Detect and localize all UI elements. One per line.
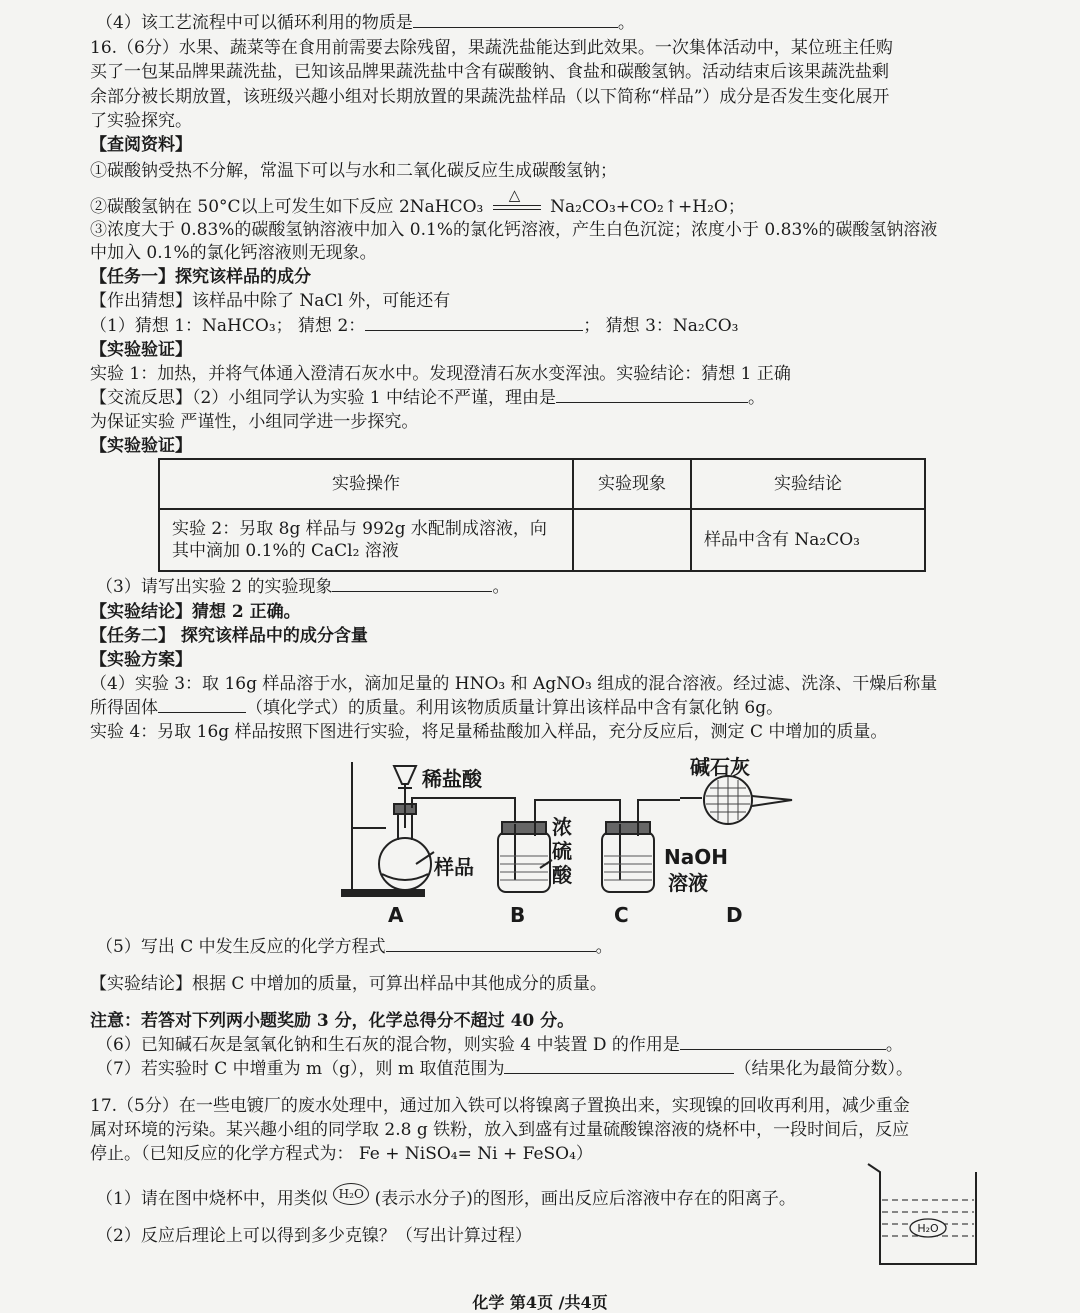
plan-heading: 【实验方案】	[90, 650, 192, 670]
hypothesis-1-2-text: （1）猜想 1：NaHCO₃； 猜想 2：	[90, 316, 366, 336]
q16-stem-2: 买了一包某品牌果蔬洗盐，已知该品牌果蔬洗盐中含有碳酸钠、食盐和碳酸氢钠。活动结束后该果蔬洗盐剩	[90, 62, 889, 82]
q16-stem-4: 了实验探究。	[90, 111, 192, 131]
stand-base	[342, 890, 424, 896]
heat-arrow	[489, 186, 545, 218]
hypothesis-2-blank[interactable]	[365, 316, 583, 331]
q7-text-a: （7）若实验时 C 中增重为 m（g），则 m 取值范围为	[96, 1059, 505, 1079]
q4-text-b: （填化学式）的质量。利用该物质质量计算出该样品中含有氯化钠 6g。	[246, 698, 784, 718]
ref-item-2-text: ②碳酸氢钠在 50°C以上可发生如下反应 2NaHCO₃	[90, 197, 484, 217]
q17-stem-3: 停止。（已知反应的化学方程式为： Fe + NiSO₄= Ni + FeSO₄）	[90, 1144, 593, 1164]
experiment-table	[158, 458, 926, 572]
bottle-c-stopper	[606, 822, 650, 834]
label-naoh: NaOH	[664, 845, 728, 869]
label-b: B	[510, 903, 526, 927]
q15-4-line	[96, 12, 635, 34]
table-cell-conclusion: 样品中含有 Na₂CO₃	[691, 509, 925, 571]
ref-item-1: ①碳酸钠受热不分解，常温下可以与水和二氧化碳反应生成碳酸氢钠；	[90, 161, 617, 181]
label-conc-h2so4-2: 硫	[552, 839, 572, 863]
period: 。	[885, 1035, 903, 1055]
task-two-heading: 【任务二】 探究该样品中的成分含量	[90, 626, 368, 646]
ref-item-2	[90, 186, 745, 218]
q15-4-text: （4）该工艺流程中可以循环利用的物质是	[96, 13, 413, 33]
formula-blank[interactable]	[158, 698, 246, 713]
reason-blank[interactable]	[556, 388, 748, 403]
label-sample: 样品	[434, 855, 474, 879]
q3-text: （3）请写出实验 2 的实验现象	[96, 577, 333, 597]
period: 。	[492, 577, 510, 597]
q5-text: （5）写出 C 中发生反应的化学方程式	[96, 937, 386, 957]
verify-heading-2: 【实验验证】	[90, 436, 192, 456]
q16-stem-3: 余部分被长期放置，该班级兴趣小组对长期放置的果蔬洗盐样品（以下简称“样品”）成分是否发生变化展开	[90, 87, 890, 107]
water-molecule-icon: H₂O	[333, 1183, 369, 1205]
beaker-water-label: H₂O	[917, 1222, 939, 1235]
q4-text-a: 所得固体	[90, 698, 158, 718]
phenomenon-blank[interactable]	[332, 577, 492, 592]
equation-blank[interactable]	[386, 937, 596, 952]
label-conc-h2so4-1: 浓	[552, 815, 572, 839]
q6-line	[96, 1034, 903, 1056]
bottle-b-stopper	[502, 822, 546, 834]
answer-blank[interactable]	[413, 13, 618, 28]
verify-heading: 【实验验证】	[90, 340, 192, 360]
beaker-diagram[interactable]	[864, 1160, 990, 1272]
label-c: C	[614, 903, 629, 927]
flask-a	[379, 838, 431, 890]
q16-stem-1: 16.（6分）水果、蔬菜等在食用前需要去除残留，果蔬洗盐能达到此效果。一次集体活动中，某位班主任购	[90, 38, 893, 58]
label-a: A	[388, 903, 404, 927]
label-soda-lime: 碱石灰	[690, 755, 750, 779]
conclusion-heading: 【实验结论】猜想 2 正确。	[90, 602, 301, 622]
heat-symbol: △	[508, 186, 521, 204]
rigor-line: 为保证实验 严谨性，小组同学进一步探究。	[90, 412, 419, 432]
q4-line-2	[90, 697, 783, 719]
q5-line	[96, 936, 613, 958]
ref-heading: 【查阅资料】	[90, 135, 192, 155]
table-header-phenomenon: 实验现象	[573, 459, 691, 509]
q6-text: （6）已知碱石灰是氢氧化钠和生石灰的混合物，则实验 4 中装置 D 的作用是	[96, 1035, 680, 1055]
bottle-c	[602, 832, 654, 892]
apparatus-diagram	[330, 752, 800, 932]
q17-stem-2: 属对环境的污染。某兴趣小组的同学取 2.8 g 铁粉，放入到盛有过量硫酸镍溶液的烧杯中，一段时间后，反应	[90, 1120, 910, 1140]
experiment-4: 实验 4：另取 16g 样品按照下图进行实验，将足量稀盐酸加入样品，充分反应后，测定 C 中增加的质量。	[90, 722, 888, 742]
period: 。	[747, 388, 765, 408]
label-d: D	[726, 903, 743, 927]
q17-part-1	[96, 1183, 796, 1210]
hypothesis-heading: 【作出猜想】该样品中除了 NaCl 外，可能还有	[90, 291, 451, 311]
q17-part-1-text-a: （1）请在图中烧杯中，用类似	[96, 1189, 328, 1209]
q7-text-b: （结果化为最简分数）。	[734, 1059, 913, 1079]
q17-part-2: （2）反应后理论上可以得到多少克镍？（写出计算过程）	[96, 1226, 532, 1246]
experiment-1: 实验 1：加热，并将气体通入澄清石灰水中。发现澄清石灰水变浑浊。实验结论：猜想 1 正确	[90, 364, 791, 384]
conclusion-2: 【实验结论】根据 C 中增加的质量，可算出样品中其他成分的质量。	[90, 974, 607, 994]
reflection-text: 【交流反思】（2）小组同学认为实验 1 中结论不严谨，理由是	[90, 388, 556, 408]
period: 。	[595, 937, 613, 957]
ref-item-3-line-1: ③浓度大于 0.83%的碳酸氢钠溶液中加入 0.1%的氯化钙溶液，产生白色沉淀；浓度小于 0.83%的碳酸氢钠溶液	[90, 220, 938, 240]
task-one-heading: 【任务一】探究该样品的成分	[90, 267, 311, 287]
label-conc-h2so4-3: 酸	[552, 863, 572, 887]
bonus-note: 注意：若答对下列两小题奖励 3 分，化学总得分不超过 40 分。	[90, 1011, 575, 1031]
q17-stem-1: 17.（5分）在一些电镀厂的废水处理中，通过加入铁可以将镍离子置换出来，实现镍的回收再利用，减少重金	[90, 1096, 910, 1116]
q7-line	[96, 1058, 913, 1080]
table-header-conclusion: 实验结论	[691, 459, 925, 509]
operation-line-1: 实验 2：另取 8g 样品与 992g 水配制成溶液，向	[172, 519, 547, 539]
operation-line-2: 其中滴加 0.1%的 CaCl₂ 溶液	[172, 541, 399, 561]
ref-item-2-products: Na₂CO₃+CO₂↑+H₂O；	[550, 197, 745, 217]
dropping-funnel	[394, 766, 416, 784]
hypothesis-3-text: ； 猜想 3：Na₂CO₃	[583, 316, 739, 336]
q17-part-1-text-b: (表示水分子)的图形，画出反应后溶液中存在的阳离子。	[374, 1189, 796, 1209]
q4-line-1: （4）实验 3：取 16g 样品溶于水，滴加足量的 HNO₃ 和 AgNO₃ 组成的混合溶液。经过滤、洗涤、干燥后称量	[90, 674, 938, 694]
page-footer: 化学 第4页 /共4页	[472, 1293, 608, 1312]
hypothesis-line	[90, 315, 738, 337]
period: 。	[617, 13, 635, 33]
range-blank[interactable]	[504, 1059, 734, 1074]
label-solution: 溶液	[668, 871, 708, 895]
reflection-line	[90, 387, 765, 409]
table-header-operation: 实验操作	[159, 459, 573, 509]
purpose-blank[interactable]	[680, 1035, 886, 1050]
ref-item-3-line-2: 中加入 0.1%的氯化钙溶液则无现象。	[90, 243, 377, 263]
q3-line	[96, 576, 509, 598]
table-cell-phenomenon[interactable]	[573, 509, 691, 571]
beaker-outline	[868, 1164, 976, 1264]
bottle-b	[498, 832, 550, 892]
label-dilute-hcl: 稀盐酸	[422, 767, 482, 791]
table-cell-operation	[159, 509, 573, 571]
sample-solid	[382, 874, 428, 880]
